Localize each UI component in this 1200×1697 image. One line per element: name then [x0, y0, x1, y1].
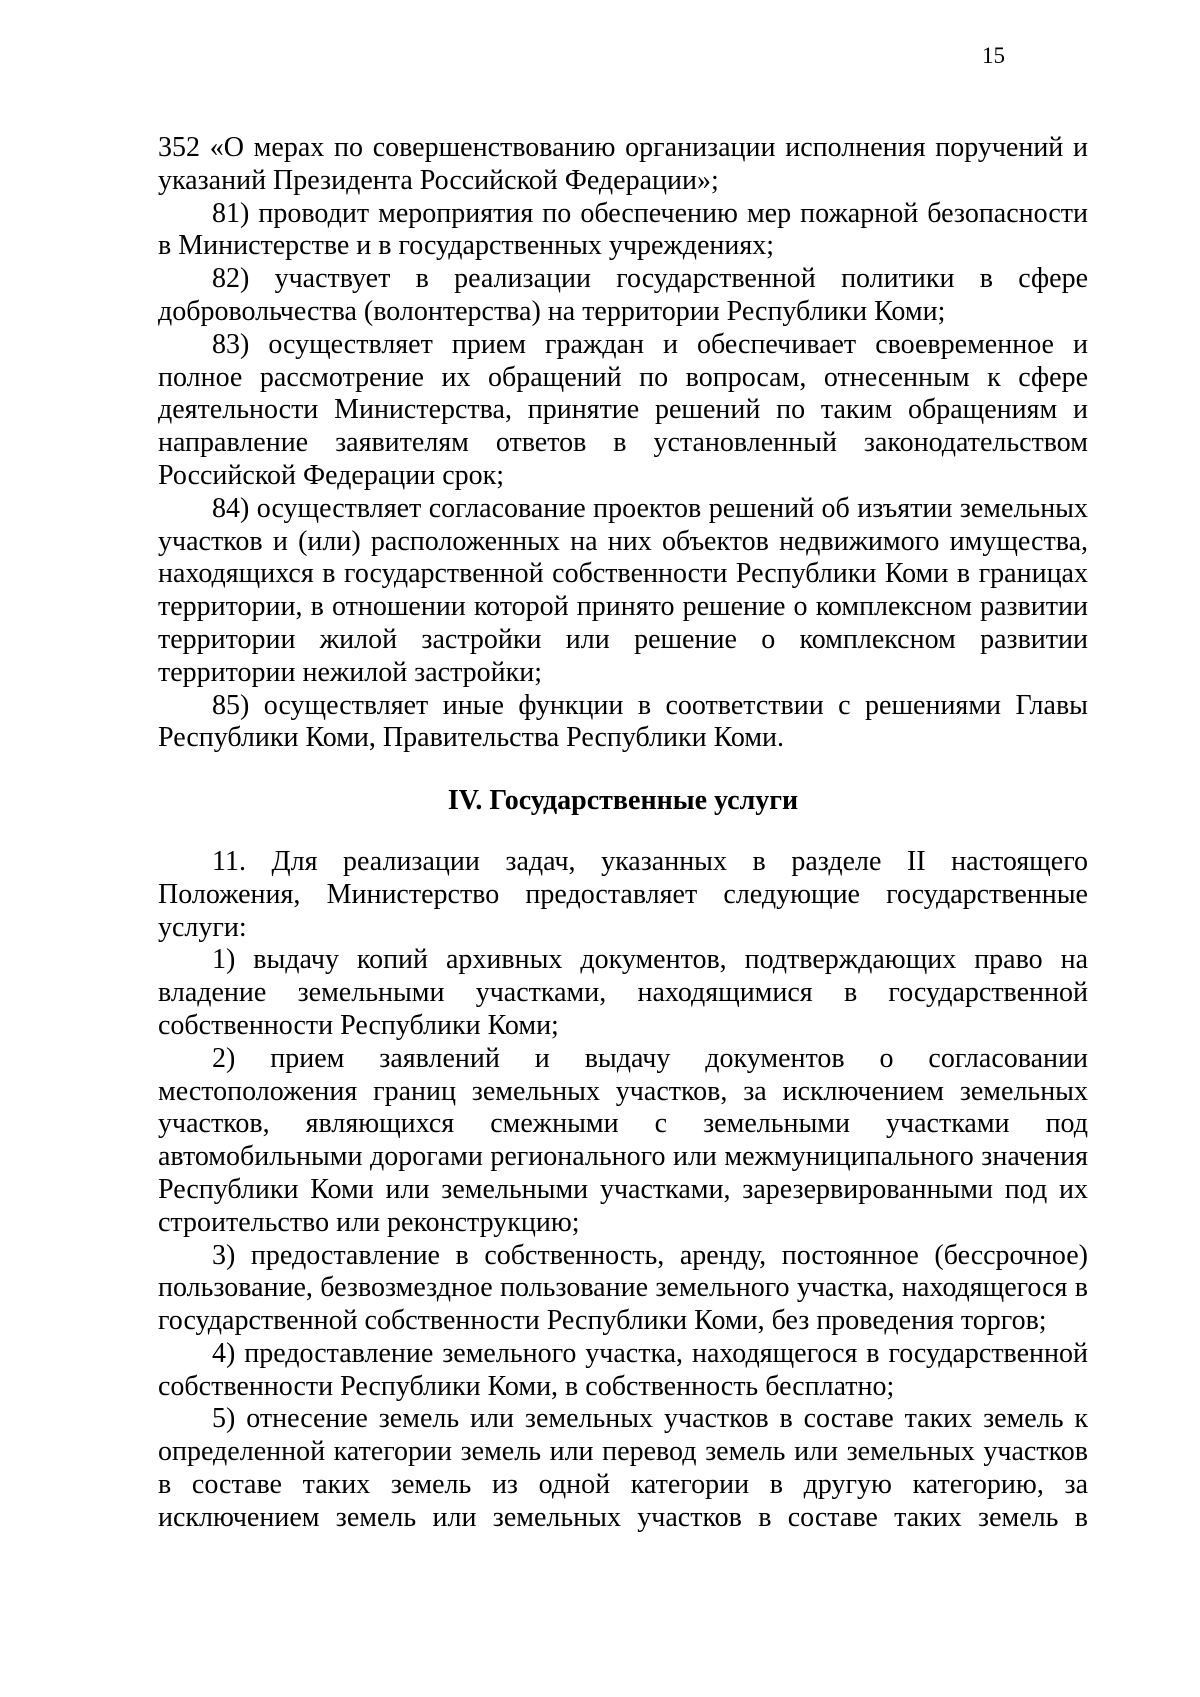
page-number: 15: [982, 43, 1005, 68]
paragraph-continuation: 352 «О мерах по совершенствованию организации исполнения поручений и указаний Президента Российской Федерации»;: [158, 132, 1088, 196]
paragraph-item-81: 81) проводит мероприятия по обеспечению мер пожарной безопасности в Министерстве и в государственных учреждениях;: [158, 197, 1088, 262]
paragraph-item-84: 84) осуществляет согласование проектов решений об изъятии земельных участков и (или) расположенных на них объектов недвижимого имущества, находящихся в государственной собственности Республики Коми в границах территории, в отношении которой принято решение о комплексном развитии территории жилой застройки или решение о комплексном развитии территории нежилой застройки;: [158, 492, 1088, 688]
paragraph-service-2: 2) прием заявлений и выдачу документов о согласовании местоположения границ земельных участков, за исключением земельных участков, являющихся смежными с земельными участками под автомобильными дорогами регионального или межмуниципального значения Республики Коми или земельными участками, зарезервированными под их строительство или реконструкцию;: [158, 1042, 1088, 1238]
paragraph-service-4: 4) предоставление земельного участка, находящегося в государственной собственности Республики Коми, в собственность бесплатно;: [158, 1337, 1088, 1402]
paragraph-service-5: 5) отнесение земель или земельных участков в составе таких земель к определенной категории земель или перевод земель или земельных участков в составе таких земель из одной категории в другую категорию, за исключением земель или земельных участков в составе таких земель в: [158, 1403, 1088, 1533]
paragraph-service-1: 1) выдачу копий архивных документов, подтверждающих право на владение земельными участками, находящимися в государственной собственности Республики Коми;: [158, 944, 1088, 1041]
paragraph-item-82: 82) участвует в реализации государственной политики в сфере добровольчества (волонтерства) на территории Республики Коми;: [158, 263, 1088, 327]
paragraph-clause-11: 11. Для реализации задач, указанных в разделе II настоящего Положения, Министерство предоставляет следующие государственные услуги:: [158, 845, 1088, 943]
document-body: [158, 132, 1088, 1535]
paragraph-item-85: 85) осуществляет иные функции в соответствии с решениями Главы Республики Коми, Правительства Республики Коми.: [158, 689, 1088, 754]
section-heading: IV. Государственные услуги: [447, 785, 799, 817]
paragraph-service-3: 3) предоставление в собственность, аренду, постоянное (бессрочное) пользование, безвозмездное пользование земельного участка, находящегося в государственной собственности Республики Коми, без проведения торгов;: [158, 1239, 1088, 1337]
paragraph-item-83: 83) осуществляет прием граждан и обеспечивает своевременное и полное рассмотрение их обращений по вопросам, отнесенным к сфере деятельности Министерства, принятие решений по таким обращениям и направление заявителям ответов в установленный законодательством Российской Федерации срок;: [158, 328, 1088, 491]
